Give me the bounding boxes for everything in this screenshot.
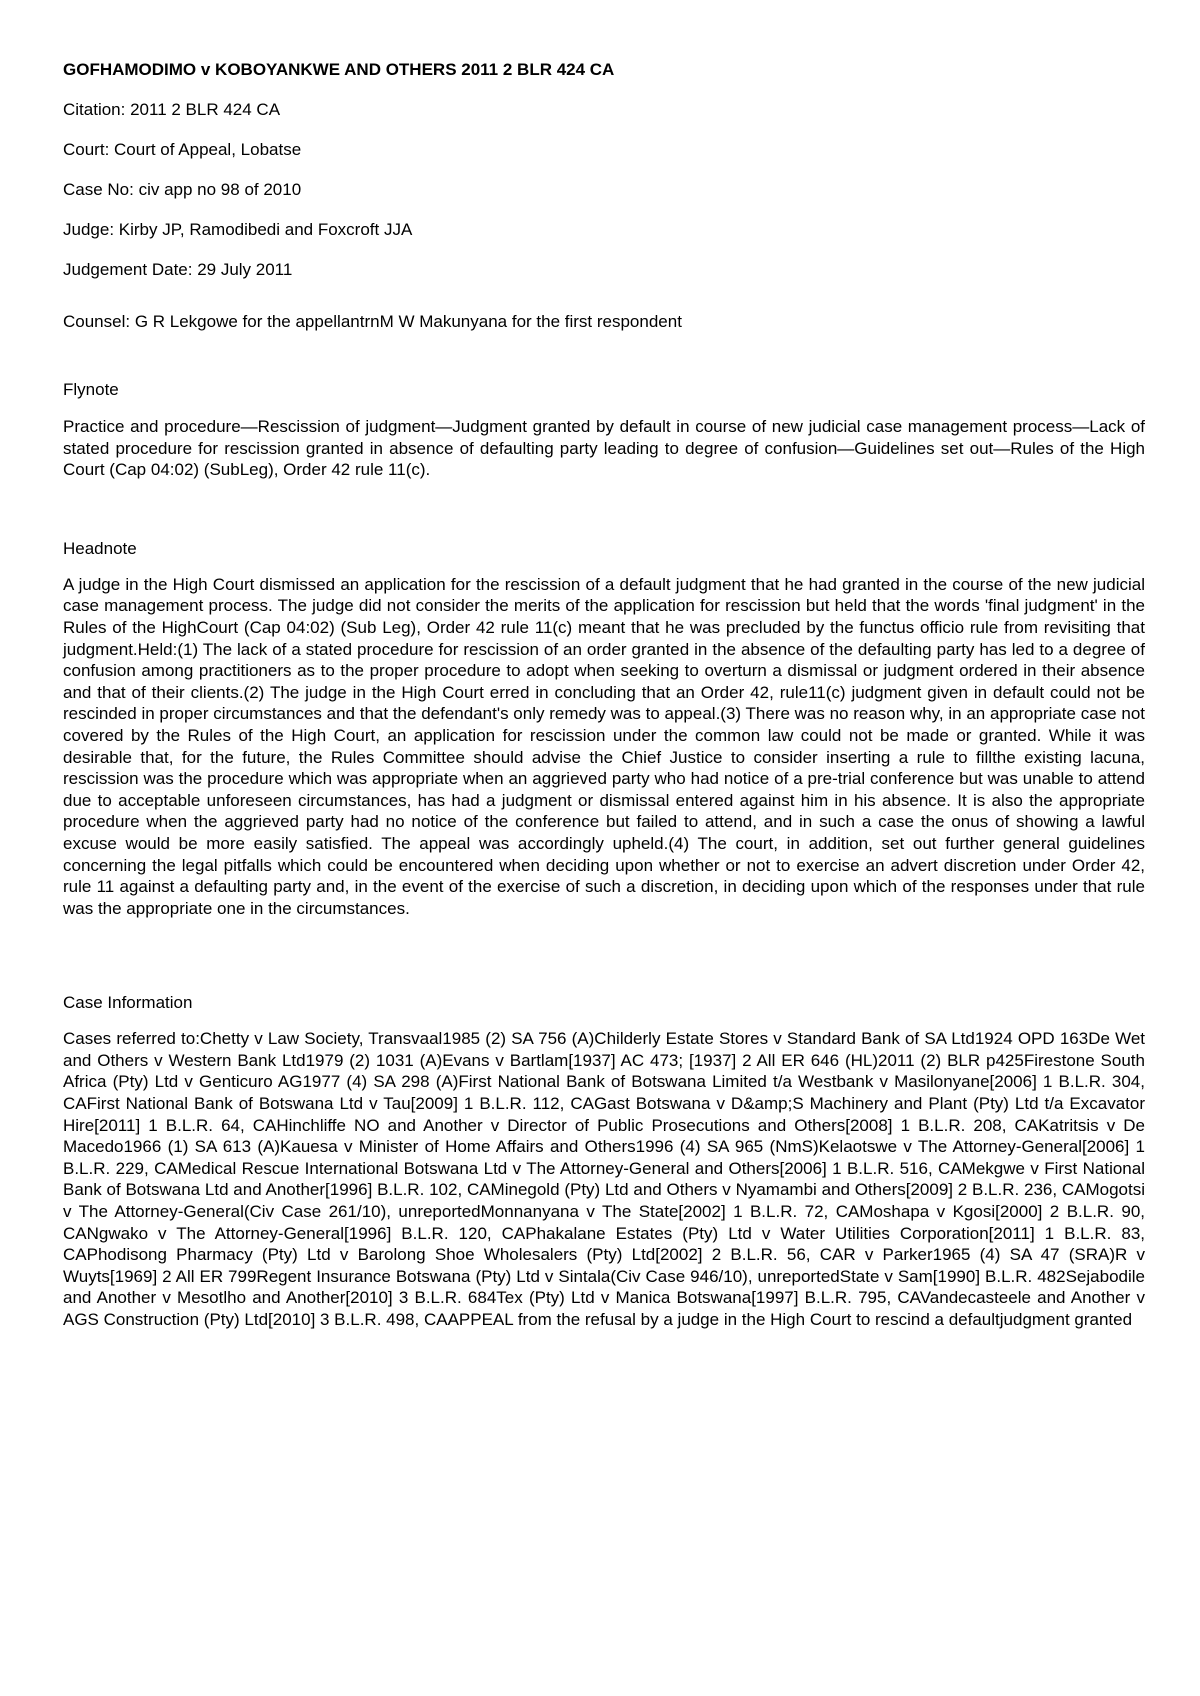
headnote-heading: Headnote [63, 538, 137, 558]
case-information-text: Cases referred to:Chetty v Law Society, Transvaal1985 (2) SA 756 (A)Childerly Estate Stores v Standard Bank of SA Ltd1924 OPD 163De Wet and Others v Western Bank Ltd1979 (2) 1031 (A)Evans v Bartlam[1937] AC 473; [1937] 2 All ER 646 (HL)2011 (2) BLR p425Firestone South Africa (Pty) Ltd v Genticuro AG1977 (4) SA 298 (A)First National Bank of Botswana Limited t/a Westbank v Masilonyane[2006] 1 B.L.R. 304, CAFirst National Bank of Botswana Ltd v Tau[2009] 1 B.L.R. 112, CAGast Botswana v D&amp;S Machinery and Plant (Pty) Ltd t/a Excavator Hire[2011] 1 B.L.R. 64, CAHinchliffe NO and Another v Director of Public Prosecutions and Others[2008] 1 B.L.R. 208, CAKatritsis v De Macedo1966 (1) SA 613 (A)Kauesa v Minister of Home Affairs and Others1996 (4) SA 965 (NmS)Kelaotswe v The Attorney-General[2006] 1 B.L.R. 229, CAMedical Rescue International Botswana Ltd v The Attorney-General and Others[2006] 1 B.L.R. 516, CAMekgwe v First National Bank of Botswana Ltd and Another[1996] B.L.R. 102, CAMinegold (Pty) Ltd and Others v Nyamambi and Others[2009] 2 B.L.R. 236, CAMogotsi v The Attorney-General(Civ Case 261/10), unreportedMonnanyana v The State[2002] 1 B.L.R. 72, CAMoshapa v Kgosi[2000] 2 B.L.R. 90, CANgwako v The Attorney-General[1996] B.L.R. 120, CAPhakalane Estates (Pty) Ltd v Water Utilities Corporation[2011] 1 B.L.R. 83, CAPhodisong Pharmacy (Pty) Ltd v Barolong Shoe Wholesalers (Pty) Ltd[2002] 2 B.L.R. 56, CAR v Parker1965 (4) SA 47 (SRA)R v Wuyts[1969] 2 All ER 799Regent Insurance Botswana (Pty) Ltd v Sintala(Civ Case 946/10), unreportedState v Sam[1990] B.L.R. 482Sejabodile and Another v Mesotlho and Another[2010] 3 B.L.R. 684Tex (Pty) Ltd v Manica Botswana[1997] B.L.R. 795, CAVandecasteele and Another v AGS Construction (Pty) Ltd[2010] 3 B.L.R. 498, CAAPPEAL from the refusal by a judge in the High Court to rescind a defaultjudgment granted [63, 1029, 1145, 1329]
judgement-date: Judgement Date: 29 July 2011 [63, 260, 293, 279]
headnote-text: A judge in the High Court dismissed an application for the rescission of a default judgment that he had granted in the course of the new judicial case management process. The judge did not consider the merits of the application for rescission but held that the words 'final judgment' in the Rules of the HighCourt (Cap 04:02) (Sub Leg), Order 42 rule 11(c) meant that he was precluded by the functus officio rule from revisiting that judgment.Held:(1) The lack of a stated procedure for rescission of an order granted in the absence of the defaulting party has led to a degree of confusion among practitioners as to the proper procedure to adopt when seeking to overturn a dismissal or judgment ordered in their absence and that of their clients.(2) The judge in the High Court erred in concluding that an Order 42, rule11(c) judgment given in default could not be rescinded in proper circumstances and that the defendant's only remedy was to appeal.(3) There was no reason why, in an appropriate case not covered by the Rules of the High Court, an application for rescission under the common law could not be made or granted. While it was desirable that, for the future, the Rules Committee should advise the Chief Justice to consider inserting a rule to fillthe existing lacuna, rescission was the procedure which was appropriate when an aggrieved party who had notice of a pre-trial conference but was unable to attend due to acceptable unforeseen circumstances, has had a judgment or dismissal entered against him in his absence. It is also the appropriate procedure when the aggrieved party had no notice of the conference but failed to attend, and in such a case the onus of showing a lawful excuse would be more easily satisfied. The appeal was accordingly upheld.(4) The court, in addition, set out further general guidelines concerning the legal pitfalls which could be encountered when deciding upon whether or not to exercise an advert discretion under Order 42, rule 11 against a defaulting party and, in the event of the exercise of such a discretion, in deciding upon which of the responses under that rule was the appropriate one in the circumstances. [63, 574, 1145, 918]
case-information-heading: Case Information [63, 993, 193, 1013]
flynote-text: Practice and procedure—Rescission of judgment—Judgment granted by default in course of new judicial case management process—Lack of stated procedure for rescission granted in absence of defaulting party leading to degree of confusion—Guidelines set out—Rules of the High Court (Cap 04:02) (SubLeg), Order 42 rule 11(c). [63, 417, 1145, 480]
counsel: Counsel: G R Lekgowe for the appellantrnM W Makunyana for the first respondent [63, 312, 682, 331]
document-title: GOFHAMODIMO v KOBOYANKWE AND OTHERS 2011 2 BLR 424 CA [63, 60, 615, 79]
document-page [63, 60, 1145, 1331]
case-number: Case No: civ app no 98 of 2010 [63, 180, 302, 199]
citation: Citation: 2011 2 BLR 424 CA [63, 100, 281, 119]
flynote-heading: Flynote [63, 380, 119, 399]
court: Court: Court of Appeal, Lobatse [63, 140, 302, 159]
judge: Judge: Kirby JP, Ramodibedi and Foxcroft JJA [63, 220, 413, 239]
